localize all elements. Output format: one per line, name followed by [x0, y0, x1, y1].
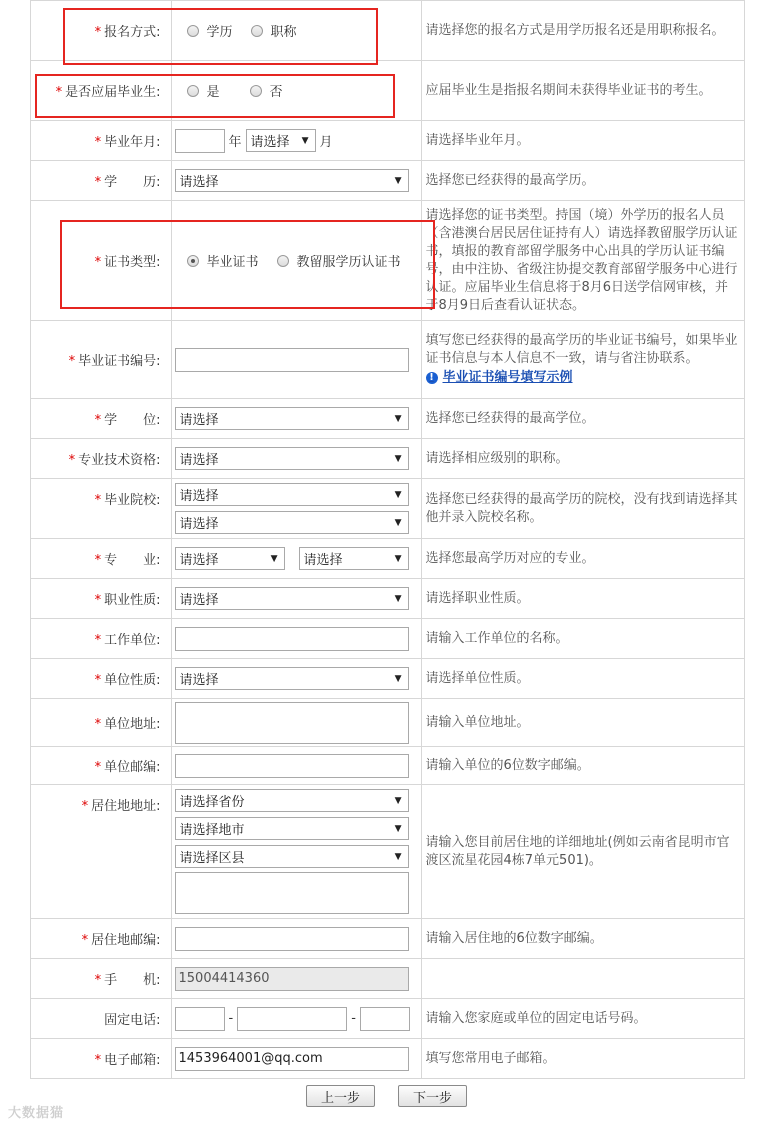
label-home-address: * 居住地地址: — [31, 785, 171, 919]
cert-no-input[interactable] — [175, 348, 409, 372]
hint-signup-method: 请选择您的报名方式是用学历报名还是用职称报名。 — [421, 1, 744, 61]
radio-circle[interactable] — [277, 255, 289, 267]
label-employer-address: * 单位地址: — [31, 699, 171, 747]
employer-zip-input[interactable] — [175, 754, 409, 778]
field-signup-method — [171, 1, 421, 61]
radio-circle[interactable] — [187, 25, 199, 37]
label-cert-no: * 毕业证书编号: — [31, 321, 171, 399]
label-email: * 电子邮箱: — [31, 1039, 171, 1079]
next-button[interactable]: 下一步 — [398, 1085, 467, 1107]
hint-education: 选择您已经获得的最高学历。 — [421, 161, 744, 201]
label-grad-date: * 毕业年月: — [31, 121, 171, 161]
row-home-zip — [31, 919, 744, 959]
hint-employer-zip: 请输入单位的6位数字邮编。 — [421, 747, 744, 785]
phone-area-input[interactable] — [175, 1007, 225, 1031]
row-cert-type — [31, 201, 744, 321]
row-education — [31, 161, 744, 201]
dropdown-arrow-icon: ▼ — [394, 851, 402, 862]
mobile-input: 15004414360 — [175, 967, 409, 991]
major-select-1[interactable]: 请选择 ▼ — [175, 547, 285, 570]
grad-month-select[interactable]: 请选择 ▼ — [246, 129, 316, 152]
phone-separator: - — [228, 1011, 234, 1026]
radio-education[interactable]: 学历 — [187, 21, 233, 40]
radio-yes[interactable]: 是 — [187, 81, 220, 100]
dropdown-arrow-icon: ▼ — [394, 489, 402, 500]
field-school — [171, 479, 421, 539]
field-grad-date — [171, 121, 421, 161]
radio-no[interactable]: 否 — [250, 81, 283, 100]
field-employer — [171, 619, 421, 659]
row-employer-address — [31, 699, 744, 747]
dropdown-arrow-icon: ▼ — [394, 795, 402, 806]
phone-ext-input[interactable] — [360, 1007, 410, 1031]
label-cert-type: * 证书类型: — [31, 201, 171, 321]
hint-degree: 选择您已经获得的最高学位。 — [421, 399, 744, 439]
label-education: * 学 历: — [31, 161, 171, 201]
dropdown-arrow-icon: ▼ — [394, 175, 402, 186]
radio-circle-selected[interactable] — [187, 255, 199, 267]
home-address-textarea[interactable] — [175, 872, 409, 914]
row-school — [31, 479, 744, 539]
field-cert-type — [171, 201, 421, 321]
hint-major: 选择您最高学历对应的专业。 — [421, 539, 744, 579]
phone-number-input[interactable] — [237, 1007, 347, 1031]
registration-form — [30, 0, 745, 1079]
row-major — [31, 539, 744, 579]
row-grad-date — [31, 121, 744, 161]
field-home-address — [171, 785, 421, 919]
degree-select[interactable]: 请选择 ▼ — [175, 407, 409, 430]
district-select[interactable]: 请选择区县 ▼ — [175, 845, 409, 868]
dropdown-arrow-icon: ▼ — [394, 453, 402, 464]
dropdown-arrow-icon: ▼ — [394, 413, 402, 424]
field-email — [171, 1039, 421, 1079]
radio-title[interactable]: 职称 — [251, 21, 297, 40]
dropdown-arrow-icon: ▼ — [270, 553, 278, 564]
field-cert-no — [171, 321, 421, 399]
city-select[interactable]: 请选择地市 ▼ — [175, 817, 409, 840]
phone-separator: - — [351, 1011, 356, 1026]
label-employer-nature: * 单位性质: — [31, 659, 171, 699]
month-unit: 月 — [319, 135, 333, 150]
school-select-1[interactable]: 请选择 ▼ — [175, 483, 409, 506]
label-job-nature: * 职业性质: — [31, 579, 171, 619]
row-employer-zip — [31, 747, 744, 785]
row-degree — [31, 399, 744, 439]
cert-no-example-link[interactable]: ! 毕业证书编号填写示例 — [426, 369, 573, 387]
label-employer: * 工作单位: — [31, 619, 171, 659]
label-phone: 固定电话: — [31, 999, 171, 1039]
dropdown-arrow-icon: ▼ — [394, 823, 402, 834]
signup-method-radio-group — [175, 21, 421, 40]
grad-year-input[interactable] — [175, 129, 225, 153]
education-select[interactable]: 请选择 ▼ — [175, 169, 409, 192]
row-employer-nature — [31, 659, 744, 699]
major-select-2[interactable]: 请选择 ▼ — [299, 547, 409, 570]
hint-title: 请选择相应级别的职称。 — [421, 439, 744, 479]
dropdown-arrow-icon: ▼ — [301, 135, 309, 146]
hint-cert-type: 请选择您的证书类型。持国（境）外学历的报名人员（含港澳台居民居住证持有人）请选择教留服学历认证书，填报的教育部留学服务中心出具的学历认证书编号，由中注协、省级注协提交教育部留学服务中心进行认证。应届毕业生信息将于8月6日送学信网审核，并于8月9日后查看认证状态。 — [421, 201, 744, 321]
info-icon: ! — [426, 372, 438, 384]
employer-address-textarea[interactable] — [175, 702, 409, 744]
label-major: * 专 业: — [31, 539, 171, 579]
label-fresh-graduate: * 是否应届毕业生: — [31, 61, 171, 121]
row-email — [31, 1039, 744, 1079]
field-education — [171, 161, 421, 201]
field-phone — [171, 999, 421, 1039]
hint-email: 填写您常用电子邮箱。 — [421, 1039, 744, 1079]
form-table — [31, 0, 744, 1079]
label-degree: * 学 位: — [31, 399, 171, 439]
row-signup-method — [31, 1, 744, 61]
email-input[interactable]: 1453964001@qq.com — [175, 1047, 409, 1071]
row-employer — [31, 619, 744, 659]
field-employer-address — [171, 699, 421, 747]
label-mobile: * 手 机: — [31, 959, 171, 999]
hint-phone: 请输入您家庭或单位的固定电话号码。 — [421, 999, 744, 1039]
hint-fresh-graduate: 应届毕业生是指报名期间未获得毕业证书的考生。 — [421, 61, 744, 121]
province-select[interactable]: 请选择省份 ▼ — [175, 789, 409, 812]
field-major — [171, 539, 421, 579]
hint-job-nature: 请选择职业性质。 — [421, 579, 744, 619]
row-cert-no — [31, 321, 744, 399]
hint-employer-nature: 请选择单位性质。 — [421, 659, 744, 699]
dropdown-arrow-icon: ▼ — [394, 593, 402, 604]
required-mark: * — [94, 25, 102, 40]
prev-button[interactable]: 上一步 — [306, 1085, 375, 1107]
radio-cscse-cert[interactable]: 教留服学历认证书 — [277, 251, 401, 270]
field-employer-zip — [171, 747, 421, 785]
title-select[interactable]: 请选择 ▼ — [175, 447, 409, 470]
label-employer-zip: * 单位邮编: — [31, 747, 171, 785]
field-employer-nature — [171, 659, 421, 699]
field-title — [171, 439, 421, 479]
row-mobile — [31, 959, 744, 999]
school-select-2[interactable]: 请选择 ▼ — [175, 511, 409, 534]
cert-type-radio-group — [175, 251, 421, 270]
field-home-zip — [171, 919, 421, 959]
watermark: 大数据猫 — [8, 1106, 65, 1121]
radio-graduation-cert[interactable]: 毕业证书 — [187, 251, 259, 270]
fresh-graduate-radio-group — [175, 81, 421, 100]
label-school: * 毕业院校: — [31, 479, 171, 539]
field-fresh-graduate — [171, 61, 421, 121]
hint-employer: 请输入工作单位的名称。 — [421, 619, 744, 659]
employer-nature-select[interactable]: 请选择 ▼ — [175, 667, 409, 690]
home-zip-input[interactable] — [175, 927, 409, 951]
row-job-nature — [31, 579, 744, 619]
hint-cert-no: 填写您已经获得的最高学历的毕业证书编号，如果毕业证书信息与本人信息不一致，请与省注协联系。 ! 毕业证书编号填写示例 — [421, 321, 744, 399]
field-job-nature — [171, 579, 421, 619]
row-fresh-graduate — [31, 61, 744, 121]
radio-circle[interactable] — [250, 85, 262, 97]
label-home-zip: * 居住地邮编: — [31, 919, 171, 959]
label-signup-method: * 报名方式: — [31, 1, 171, 61]
year-unit: 年 — [228, 135, 242, 150]
field-degree — [171, 399, 421, 439]
hint-employer-address: 请输入单位地址。 — [421, 699, 744, 747]
hint-home-address: 请输入您目前居住地的详细地址(例如云南省昆明市官渡区流星花园4栋7单元501)。 — [421, 785, 744, 919]
dropdown-arrow-icon: ▼ — [394, 673, 402, 684]
radio-circle[interactable] — [187, 85, 199, 97]
hint-grad-date: 请选择毕业年月。 — [421, 121, 744, 161]
radio-circle[interactable] — [251, 25, 263, 37]
job-nature-select[interactable]: 请选择 ▼ — [175, 587, 409, 610]
row-title — [31, 439, 744, 479]
dropdown-arrow-icon: ▼ — [394, 553, 402, 564]
hint-mobile — [421, 959, 744, 999]
row-home-address — [31, 785, 744, 919]
row-phone — [31, 999, 744, 1039]
field-mobile — [171, 959, 421, 999]
hint-school: 选择您已经获得的最高学历的院校，没有找到请选择其他并录入院校名称。 — [421, 479, 744, 539]
dropdown-arrow-icon: ▼ — [394, 517, 402, 528]
hint-home-zip: 请输入居住地的6位数字邮编。 — [421, 919, 744, 959]
label-title: * 专业技术资格: — [31, 439, 171, 479]
employer-input[interactable] — [175, 627, 409, 651]
